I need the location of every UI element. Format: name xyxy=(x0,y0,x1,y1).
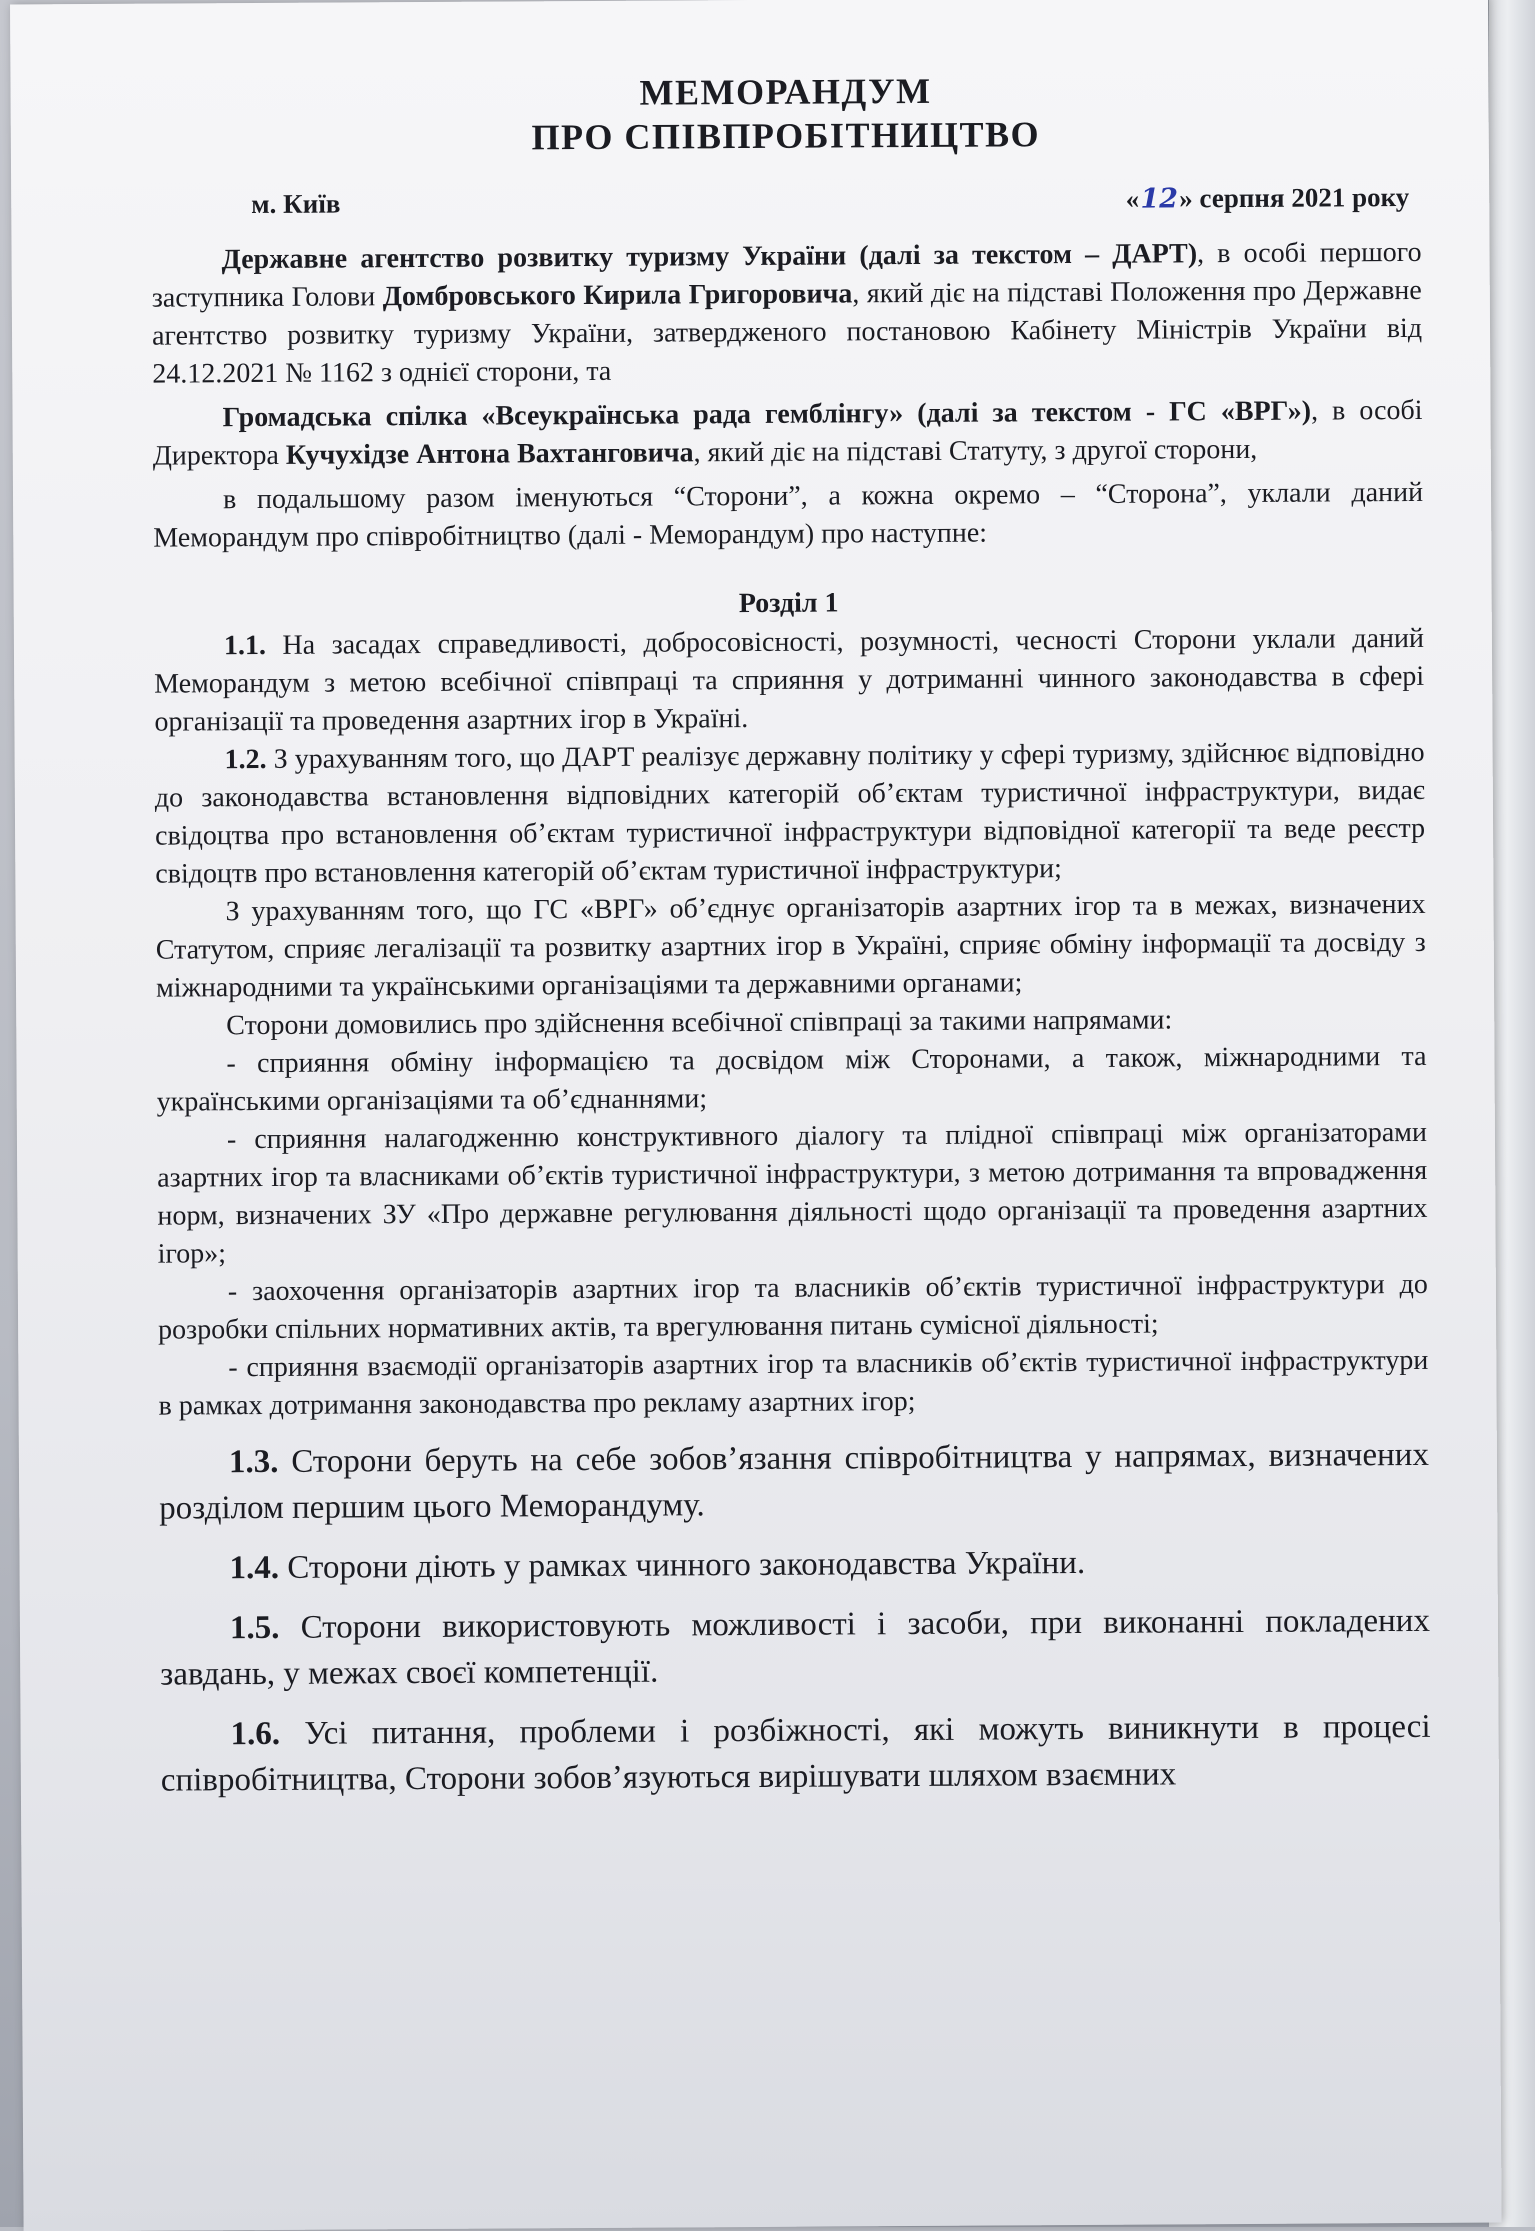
item-1-6 xyxy=(160,1704,1431,1804)
city: м. Київ xyxy=(251,188,341,220)
document-page xyxy=(10,0,1502,2231)
list-item: - сприяння взаємодії організаторів азартних ігор та власників об’єктів туристичної інфраструктури в рамках дотримання законодавства про рекламу азартних ігор; xyxy=(158,1344,1429,1422)
item-1-3-number: 1.3. xyxy=(228,1443,279,1481)
item-1-3 xyxy=(159,1432,1430,1532)
item-1-1-number: 1.1. xyxy=(223,629,267,662)
party2-representative: Кучухідзе Антона Вахтанговича xyxy=(285,437,694,471)
list-item: - сприяння обміну інформацією та досвідом між Сторонами, а також, міжнародними та українськими організаціями та об’єднаннями; xyxy=(156,1040,1427,1118)
list-item: - сприяння налагодженню конструктивного діалогу та плідної співпраці між організаторами азартних ігор та власниками об’єктів туристичної інфраструктури, з метою дотримання та впровадження норм, визначених ЗУ «Про державне регулювання діяльності щодо організації та проведення азартних ігор»; xyxy=(157,1116,1428,1270)
list-item: - заохочення організаторів азартних ігор та власників об’єктів туристичної інфраструктури до розробки спільних нормативних актів, та врегулювання питань сумісної діяльності; xyxy=(158,1268,1428,1346)
place-date-row xyxy=(151,182,1421,236)
item-1-2-paragraph-2: З урахуванням того, що ГС «ВРГ» об’єднує організаторів азартних ігор та в межах, визначених Статутом, сприяє легалізації та розвитку азартних ігор в Україні, сприяє обміну інформації та досвіду з міжнародними та українськими організаціями та державними органами; xyxy=(155,888,1426,1004)
item-1-4-number: 1.4. xyxy=(229,1549,280,1587)
item-1-5 xyxy=(160,1598,1431,1698)
document-title xyxy=(150,66,1421,162)
item-1-5-text: Сторони використовують можливості і засоби, при виконанні покладених завдань, у межах своєї компетенції. xyxy=(160,1602,1431,1693)
party1-text2: , який діє на підставі Положення про Державне агентство розвитку туризму України, затвердженого постановою Кабінету Міністрів України від 24.12.2021 № 1162 з однієї сторони, та xyxy=(151,274,1423,390)
item-1-5-number: 1.5. xyxy=(229,1609,280,1647)
party1-name: Державне агентство розвитку туризму України (далі за текстом – ДАРТ) xyxy=(221,238,1198,276)
party2-name: Громадська спілка «Всеукраїнська рада гемблінгу» (далі за текстом - ГС «ВРГ») xyxy=(222,395,1312,434)
party2-text1: , в особі Директора xyxy=(152,394,1423,472)
title-line-2: ПРО СПІВПРОБІТНИЦТВО xyxy=(531,114,1041,158)
item-1-1-text: На засадах справедливості, добросовісності, розумності, чесності Сторони уклали даний Меморандум з метою всебічної співпраці та сприяння у дотриманні чинного законодавства в сфері організації та проведення азартних ігор в Україні. xyxy=(154,622,1425,738)
item-1-4 xyxy=(159,1538,1429,1592)
date-month-year: » серпня 2021 року xyxy=(1179,181,1410,214)
section-title: Розділ 1 xyxy=(738,587,839,620)
title-line-1: МЕМОРАНДУМ xyxy=(639,70,932,113)
party1-paragraph xyxy=(151,234,1422,394)
intro-paragraph: в подальшому разом іменуються “Сторони”, а кожна окремо – “Сторона”, уклали даний Меморандум про співробітництво (далі - Меморандум) про наступне: xyxy=(153,476,1424,554)
item-1-2-paragraph-3: Сторони домовились про здійснення всебічної співпраці за такими напрямами: xyxy=(226,1004,1173,1042)
item-1-3-text: Сторони беруть на себе зобов’язання співробітництва у напрямах, визначених розділом першим цього Меморандуму. xyxy=(159,1436,1430,1527)
item-1-2 xyxy=(155,734,1426,894)
party2-paragraph xyxy=(152,392,1422,476)
document-content xyxy=(150,66,1431,1804)
date-open-quote: « xyxy=(1125,183,1140,214)
item-1-1 xyxy=(154,620,1425,742)
party1-text1: , в особі першого заступника Голови xyxy=(151,236,1422,314)
party1-representative: Домбровського Кирила Григоровича xyxy=(382,278,853,313)
party2-text2: , який діє на підставі Статуту, з другої сторони, xyxy=(693,433,1258,469)
handwritten-day: 12 xyxy=(1140,183,1179,215)
item-1-4-text: Сторони діють у рамках чинного законодавства України. xyxy=(278,1544,1086,1586)
item-1-2-text: З урахуванням того, що ДАРТ реалізує державну політику у сфері туризму, здійснює відповідно до законодавства встановлення відповідних категорій об’єктам туристичної інфраструктури, видає свідоцтва про встановлення об’єктам туристичної інфраструктури відповідної категорії та веде реєстр свідоцтв про встановлення категорій об’єктам туристичної інфраструктури; xyxy=(154,736,1426,890)
document-date xyxy=(1126,182,1410,215)
item-1-2-number: 1.2. xyxy=(224,743,267,776)
items-1-3-to-1-6 xyxy=(159,1432,1431,1804)
item-1-6-text: Усі питання, проблеми і розбіжності, які можуть виникнути в процесі співробітництва, Сторони зобов’язуються вирішувати шляхом взаємних xyxy=(160,1708,1431,1799)
item-1-6-number: 1.6. xyxy=(230,1715,281,1753)
